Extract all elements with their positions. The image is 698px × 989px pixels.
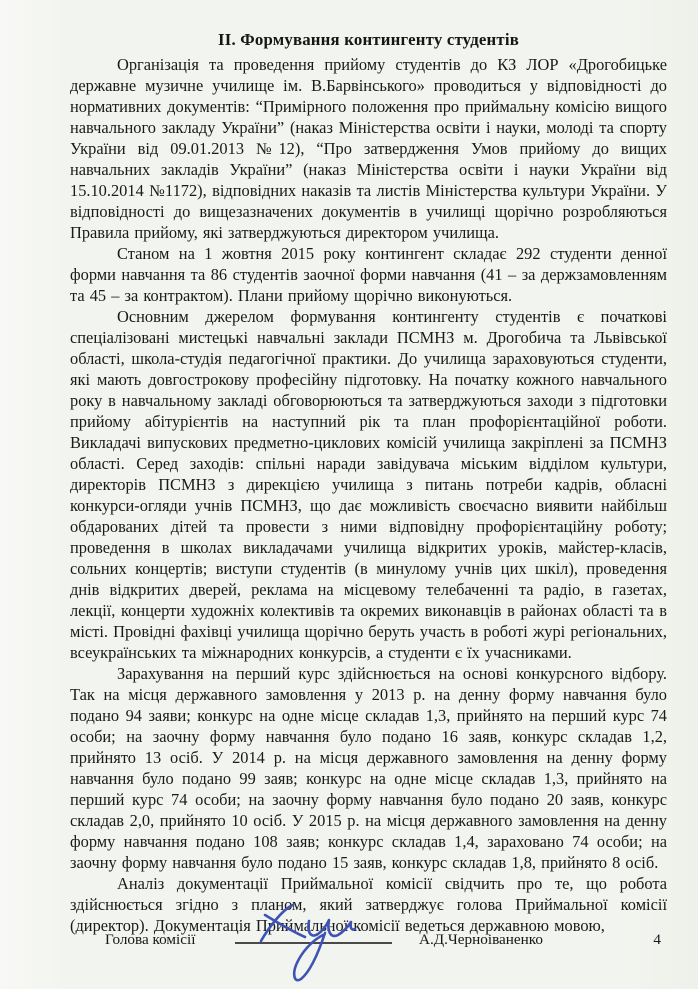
paragraph-admission-statistics: Зарахування на перший курс здійснюється на основі конкурсного відбору. Так на місця державного замовлення у 2013 р. на денну форму навчання було подано 94 заяви; конкурс на одне місце складав 1,3, прийнято на перший курс 74 особи; на заочну форму навчання було подано 16 заяв, конкурс складав 1,2, прийнято 13 осіб. У 2014 р. на місця державного замовлення на денну форму навчання було подано 99 заяв; конкурс на одне місце складав 1,3, прийнято на перший курс 74 особи; на заочну форму навчання було подано 20 заяв, конкурс складав 2,0, прийнято 10 осіб. У 2015 р. на місця державного замовлення на денну форму навчання подано 108 заяв; конкурс складав 1,4, зараховано 74 особи; на заочну форму навчання було подано 15 заяв, конкурс складав 1,8, прийнято 8 осіб. bbox=[70, 664, 667, 872]
signer-role-label: Голова комісії bbox=[105, 931, 196, 948]
document-title: ІІ. Формування контингенту студентів bbox=[217, 30, 519, 49]
paragraph-regulations: Організація та проведення прийому студентів до КЗ ЛОР «Дрогобицьке державне музичне училище ім. В.Барвінського» проводиться у відповідності до нормативних документів: “Примірного положення про приймальну комісію вищого навчального закладу України” (наказ Міністерства освіти і науки, молоді та спорту України від 09.01.2013 №12), “Про затвердження Умов прийому до вищих навчальних закладів України” (наказ Міністерства освіти і науки України від 15.10.2014 №1172), відповідних наказів та листів Міністерства культури України. У відповідності до вищезазначених документів в училищі щорічно розробляються Правила прийому, які затверджуються директором училища. bbox=[70, 55, 667, 242]
signature-line bbox=[235, 942, 392, 944]
signature-icon bbox=[253, 897, 393, 983]
paragraph-recruitment-sources: Основним джерелом формування контингенту студентів є початкові спеціалізовані мистецькі навчальні заклади ПСМНЗ м. Дрогобича та Львівської області, школа-студія педагогічної практики. До училища зараховуються студенти, які мають довгострокову професійну підготовку. На початку кожного навчального року в навчальному закладі обговорюються та затверджуються заходи з підготовки прийому абітурієнтів на наступний рік та план профорієнтаційної роботи. Викладачі випускових предметно-циклових комісій училища закріплені за ПСМНЗ області. Серед заходів: спільні наради завідувача міським відділом культури, директорів ПСМНЗ з дирекцією училища з питань потреби кадрів, обласні конкурси-огляди учнів ПСМНЗ, що дає можливість своєчасно виявити найбільш обдарованих дітей та провести з ними відповідну профорієнтаційну роботу; проведення в школах викладачами училища відкритих уроків, майстер-класів, сольних концертів; виступи студентів (в минулому учнів цих шкіл), проведення днів відкритих дверей, реклама на місцевому телебаченні та радіо, в газетах, лекції, концерти художніх колективів та окремих виконавців в районах області та в місті. Провідні фахівці училища щорічно беруть участь в роботі журі регіональних, всеукраїнських та міжнародних конкурсів, а студенти є їх учасниками. bbox=[70, 307, 667, 662]
paragraph-documentation-analysis: Аналіз документації Приймальної комісії свідчить про те, що робота здійснюється згідно з планом, який затверджує голова Приймальної комісії (директор). Документація Приймальної комісії ведеться державною мовою, bbox=[70, 874, 667, 935]
paragraph-contingent-numbers: Станом на 1 жовтня 2015 року контингент складає 292 студенти денної форми навчання та 86 студентів заочної форми навчання (41 – за держзамовленням та 45 – за контрактом). Плани прийому щорічно виконуються. bbox=[70, 244, 667, 305]
signature-block bbox=[70, 898, 667, 989]
document-body bbox=[70, 30, 667, 936]
page-number: 4 bbox=[653, 931, 661, 948]
signer-name: А.Д.Черноіваненко bbox=[419, 931, 543, 948]
